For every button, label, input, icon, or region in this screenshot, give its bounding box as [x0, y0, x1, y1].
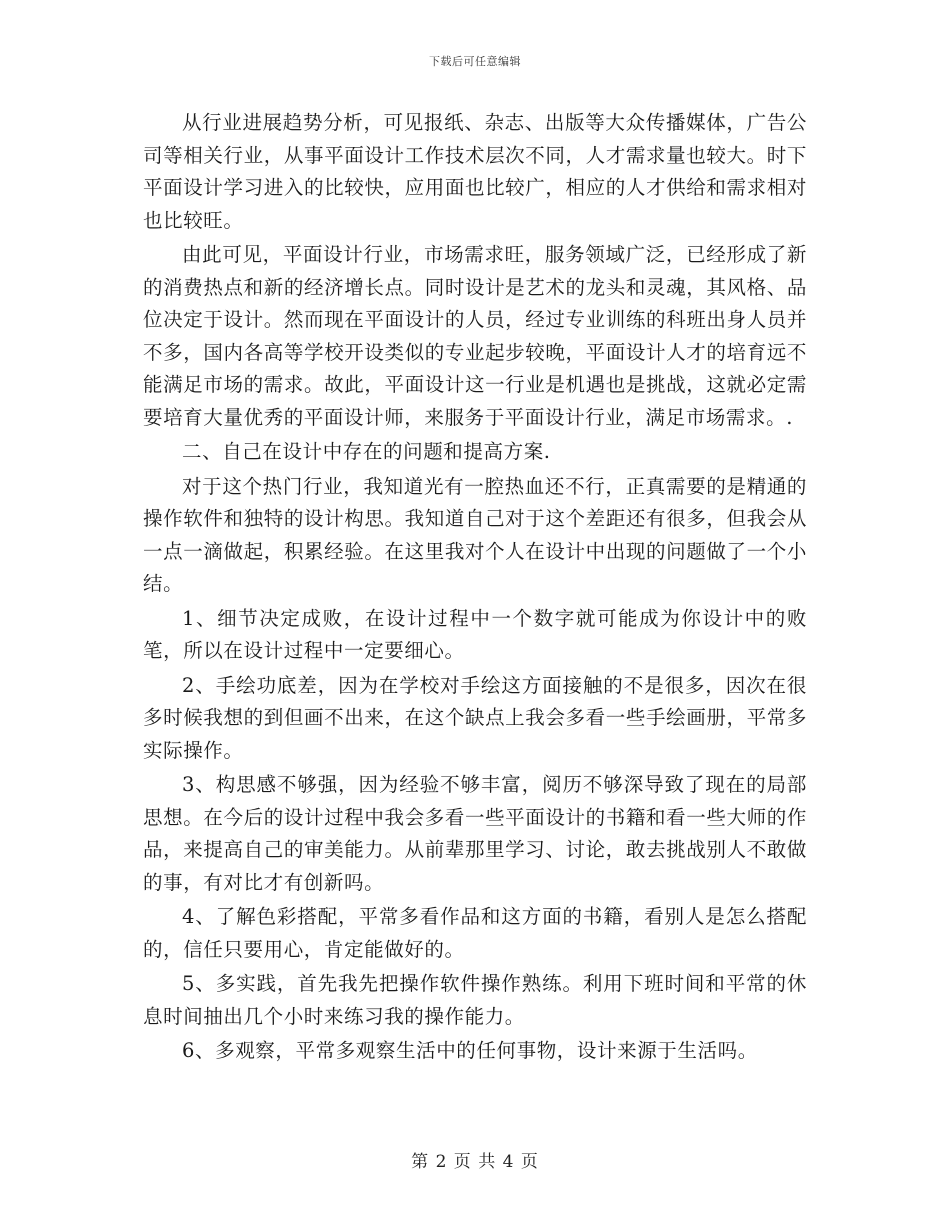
- document-body: [143, 107, 807, 1068]
- page-number: 第 2 页 共 4 页: [411, 1152, 539, 1172]
- list-item-color: 4、了解色彩搭配，平常多看作品和这方面的书籍，看别人是怎么搭配的，信任只要用心，肯定能做好的。: [143, 905, 807, 961]
- list-item-details: 1、细节决定成败，在设计过程中一个数字就可能成为你设计中的败笔，所以在设计过程中一定要细心。: [143, 606, 807, 662]
- list-item-hand-drawing: 2、手绘功底差，因为在学校对手绘这方面接触的不是很多，因次在很多时候我想的到但画不出来，在这个缺点上我会多看一些手绘画册，平常多实际操作。: [143, 673, 807, 762]
- paragraph-summary-intro: 对于这个热门行业，我知道光有一腔热血还不行，正真需要的是精通的操作软件和独特的设计构思。我知道自己对于这个差距还有很多，但我会从一点一滴做起，积累经验。在这里我对个人在设计中出现的问题做了一个小结。: [143, 474, 807, 595]
- section-heading-problems: 二、自己在设计中存在的问题和提高方案.: [182, 440, 551, 463]
- paragraph-industry-trend: 从行业进展趋势分析，可见报纸、杂志、出版等大众传播媒体，广告公司等相关行业，从事平面设计工作技术层次不同，人才需求量也较大。时下平面设计学习进入的比较快，应用面也比较广，相应的人才供给和需求相对也比较旺。: [143, 111, 807, 232]
- list-item-observation: 6、多观察，平常多观察生活中的任何事物，设计来源于生活吗。: [182, 1039, 758, 1062]
- page-header: 下载后可任意编辑: [429, 55, 521, 68]
- list-item-practice: 5、多实践，首先我先把操作软件操作熟练。利用下班时间和平常的休息时间抽出几个小时来练习我的操作能力。: [143, 972, 807, 1028]
- list-item-concept: 3、构思感不够强，因为经验不够丰富，阅历不够深导致了现在的局部思想。在今后的设计过程中我会多看一些平面设计的书籍和看一些大师的作品，来提高自己的审美能力。从前辈那里学习、讨论，敢去挑战别人不敢做的事，有对比才有创新吗。: [143, 773, 807, 894]
- paragraph-market-demand: 由此可见，平面设计行业，市场需求旺，服务领域广泛，已经形成了新的消费热点和新的经济增长点。同时设计是艺术的龙头和灵魂，其风格、品位决定于设计。然而现在平面设计的人员，经过专业训练的科班出身人员并不多，国内各高等学校开设类似的专业起步较晚，平面设计人才的培育远不能满足市场的需求。故此，平面设计这一行业是机遇也是挑战，这就必定需要培育大量优秀的平面设计师，来服务于平面设计行业，满足市场需求。.: [143, 243, 807, 429]
